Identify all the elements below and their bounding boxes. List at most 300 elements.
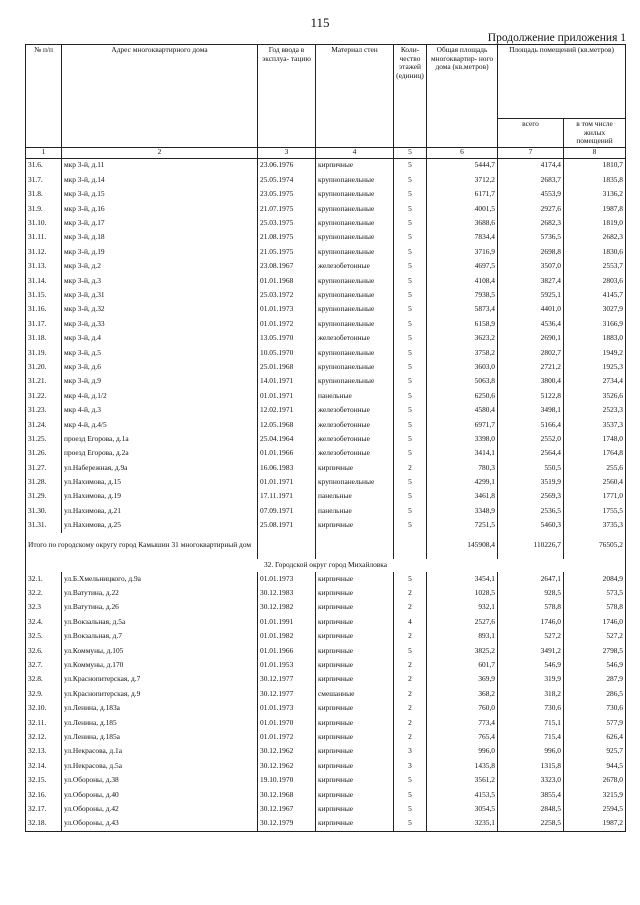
cell-address: мкр 3-й, д.14	[62, 173, 258, 187]
cell-number: 31.13.	[26, 259, 62, 273]
cell-year: 25.04.1964	[258, 432, 316, 446]
cell-living-area: 1987,8	[564, 202, 626, 216]
cell-address: мкр 3-й, д.3	[62, 274, 258, 288]
cell-all-area: 3323,0	[498, 773, 564, 787]
cell-floors: 2	[394, 672, 427, 686]
cell-number: 31.12.	[26, 245, 62, 259]
cell-material: крупнопанельные	[316, 360, 394, 374]
cell-floors: 5	[394, 403, 427, 417]
cell-total-area: 780,3	[427, 461, 498, 475]
cell-year: 01.01.1972	[258, 317, 316, 331]
table-row	[26, 572, 626, 586]
cell-total-area: 1435,8	[427, 759, 498, 773]
cell-all-area: 4174,4	[498, 158, 564, 173]
cell-living-area: 730,6	[564, 701, 626, 715]
cell-living-area: 2084,9	[564, 572, 626, 586]
cell-address: ул.Ленина, д.185	[62, 716, 258, 730]
cell-living-area: 1810,7	[564, 158, 626, 173]
cell-number: 32.12.	[26, 730, 62, 744]
cell-living-area: 3027,9	[564, 302, 626, 316]
cell-number: 32.6.	[26, 644, 62, 658]
cell-floors: 5	[394, 432, 427, 446]
cell-year: 01.01.1973	[258, 302, 316, 316]
cell-total-area: 3603,0	[427, 360, 498, 374]
cell-living-area: 1748,0	[564, 432, 626, 446]
cell-address: ул.Вокзальная, д.5а	[62, 615, 258, 629]
table-row	[26, 788, 626, 802]
cell-number: 32.4.	[26, 615, 62, 629]
cell-living-area: 1746,0	[564, 615, 626, 629]
cell-all-area: 3827,4	[498, 274, 564, 288]
table-row	[26, 586, 626, 600]
cell-all-area: 3498,1	[498, 403, 564, 417]
cell-address: мкр 4-й, д.3	[62, 403, 258, 417]
table-row	[26, 701, 626, 715]
cell-all-area: 5122,8	[498, 389, 564, 403]
cell-number: 31.10.	[26, 216, 62, 230]
cell-material: кирпичные	[316, 615, 394, 629]
cell-all-area: 578,8	[498, 600, 564, 614]
cell-address: мкр 3-й, д.4	[62, 331, 258, 345]
cell-living-area: 1764,8	[564, 446, 626, 460]
cell-material: кирпичные	[316, 672, 394, 686]
cell-all-area: 1746,0	[498, 615, 564, 629]
table-row	[26, 687, 626, 701]
cell-address: ул.Нахимова, д.19	[62, 490, 258, 504]
cell-address: мкр 3-й, д.17	[62, 216, 258, 230]
cell-all-area: 715,1	[498, 716, 564, 730]
cell-material: железобетонные	[316, 403, 394, 417]
column-numbers-row	[26, 147, 626, 158]
cell-number: 31.14.	[26, 274, 62, 288]
cell-address: ул.Ленина, д.185а	[62, 730, 258, 744]
cell-address: ул.Краснопитерская, д.9	[62, 687, 258, 701]
cell-total-area: 4153,5	[427, 788, 498, 802]
cell-floors: 5	[394, 302, 427, 316]
cell-year: 23.05.1975	[258, 187, 316, 201]
cell-floors: 5	[394, 518, 427, 532]
cell-floors: 2	[394, 629, 427, 643]
cell-floors: 5	[394, 446, 427, 460]
table-row	[26, 432, 626, 446]
cell-address: проезд Егорова, д.2а	[62, 446, 258, 460]
cell-floors: 5	[394, 572, 427, 586]
table-row	[26, 490, 626, 504]
cell-number: 32.5.	[26, 629, 62, 643]
cell-all-area: 4536,4	[498, 317, 564, 331]
cell-year: 01.01.1966	[258, 644, 316, 658]
table-row	[26, 629, 626, 643]
cell-number: 31.31.	[26, 518, 62, 532]
cell-number: 31.28.	[26, 475, 62, 489]
table-row	[26, 374, 626, 388]
cell-number: 31.16.	[26, 302, 62, 316]
cell-address: мкр 4-й, д.1/2	[62, 389, 258, 403]
cell-total-area: 3348,9	[427, 504, 498, 518]
cell-year: 23.06.1976	[258, 158, 316, 173]
cell-floors: 5	[394, 202, 427, 216]
cell-total-area: 5444,7	[427, 158, 498, 173]
cell-total-area: 7251,5	[427, 518, 498, 532]
cell-number: 32.18.	[26, 816, 62, 831]
cell-total-area: 3398,0	[427, 432, 498, 446]
cell-address: ул.Коммуны, д.105	[62, 644, 258, 658]
cell-address: ул.Коммуны, д.170	[62, 658, 258, 672]
cell-floors: 5	[394, 374, 427, 388]
cell-all-area: 730,6	[498, 701, 564, 715]
cell-year: 01.01.1973	[258, 572, 316, 586]
cell-all-area: 3519,9	[498, 475, 564, 489]
header-address: Адрес многоквартирного дома	[62, 45, 258, 148]
cell-year: 21.08.1975	[258, 231, 316, 245]
cell-material: крупнопанельные	[316, 302, 394, 316]
cell-floors: 5	[394, 173, 427, 187]
table-row	[26, 658, 626, 672]
total-row	[26, 533, 626, 559]
cell-address: ул.Некрасова, д.1а	[62, 744, 258, 758]
cell-year: 17.11.1971	[258, 490, 316, 504]
cell-material: железобетонные	[316, 418, 394, 432]
table-row	[26, 446, 626, 460]
column-number: 7	[498, 147, 564, 158]
cell-year: 01.01.1991	[258, 615, 316, 629]
section-title: 32. Городской округ город Михайловка	[26, 559, 626, 572]
cell-number: 31.27.	[26, 461, 62, 475]
cell-total-area: 3716,9	[427, 245, 498, 259]
cell-material: крупнопанельные	[316, 216, 394, 230]
cell-all-area: 2927,6	[498, 202, 564, 216]
cell-number: 31.22.	[26, 389, 62, 403]
cell-year: 30.12.1962	[258, 759, 316, 773]
cell-all-area: 3855,4	[498, 788, 564, 802]
cell-total-area: 4001,5	[427, 202, 498, 216]
cell-material: панельные	[316, 490, 394, 504]
cell-all-area: 2721,2	[498, 360, 564, 374]
column-number: 8	[564, 147, 626, 158]
cell-living-area: 1830,6	[564, 245, 626, 259]
cell-year: 10.05.1970	[258, 346, 316, 360]
cell-number: 31.24.	[26, 418, 62, 432]
column-number: 2	[62, 147, 258, 158]
table-body-totals	[26, 533, 626, 572]
cell-all-area: 928,5	[498, 586, 564, 600]
cell-floors: 5	[394, 216, 427, 230]
cell-material: кирпичные	[316, 788, 394, 802]
cell-total-area: 601,7	[427, 658, 498, 672]
header-living-area: в том числе жилых помещений	[564, 119, 626, 148]
cell-year: 01.01.1971	[258, 475, 316, 489]
cell-living-area: 1883,0	[564, 331, 626, 345]
cell-total-area: 773,4	[427, 716, 498, 730]
cell-year: 23.08.1967	[258, 259, 316, 273]
cell-all-area: 715,4	[498, 730, 564, 744]
cell-floors: 5	[394, 317, 427, 331]
cell-total-area: 6971,7	[427, 418, 498, 432]
cell-material: крупнопанельные	[316, 288, 394, 302]
table-body-mikhailovka	[26, 572, 626, 832]
cell-living-area: 3537,3	[564, 418, 626, 432]
table-row	[26, 461, 626, 475]
cell-floors: 5	[394, 418, 427, 432]
cell-year: 14.01.1971	[258, 374, 316, 388]
cell-material: крупнопанельные	[316, 475, 394, 489]
cell-all-area: 5736,5	[498, 231, 564, 245]
cell-material: крупнопанельные	[316, 202, 394, 216]
cell-material: кирпичные	[316, 629, 394, 643]
cell-living-area: 626,4	[564, 730, 626, 744]
cell-material: кирпичные	[316, 658, 394, 672]
cell-total-area: 6158,9	[427, 317, 498, 331]
cell-year: 07.09.1971	[258, 504, 316, 518]
cell-floors: 5	[394, 644, 427, 658]
cell-living-area: 1987,2	[564, 816, 626, 831]
cell-all-area: 546,9	[498, 658, 564, 672]
cell-all-area: 3491,2	[498, 644, 564, 658]
cell-address: мкр 3-й, д.19	[62, 245, 258, 259]
cell-total-area: 3688,6	[427, 216, 498, 230]
table-row	[26, 759, 626, 773]
table-row	[26, 302, 626, 316]
table-row	[26, 475, 626, 489]
page-number: 115	[310, 15, 330, 30]
cell-all-area: 2258,5	[498, 816, 564, 831]
cell-floors: 5	[394, 475, 427, 489]
cell-number: 31.17.	[26, 317, 62, 331]
header-year: Год ввода в эксплуа- тацию	[258, 45, 316, 148]
cell-address: ул.Краснопитерская, д.7	[62, 672, 258, 686]
cell-material: кирпичные	[316, 600, 394, 614]
cell-all-area: 2682,3	[498, 216, 564, 230]
cell-total-area: 4697,5	[427, 259, 498, 273]
cell-material: крупнопанельные	[316, 346, 394, 360]
cell-all-area: 2683,7	[498, 173, 564, 187]
cell-total-area: 368,2	[427, 687, 498, 701]
cell-number: 31.30.	[26, 504, 62, 518]
table-row	[26, 331, 626, 345]
cell-total-area: 7834,4	[427, 231, 498, 245]
cell-material: крупнопанельные	[316, 173, 394, 187]
cell-material: кирпичные	[316, 461, 394, 475]
cell-address: мкр 3-й, д.9	[62, 374, 258, 388]
cell-living-area: 578,8	[564, 600, 626, 614]
cell-total-area: 3414,1	[427, 446, 498, 460]
cell-all-area: 1315,8	[498, 759, 564, 773]
cell-number: 31.21.	[26, 374, 62, 388]
cell-floors: 5	[394, 331, 427, 345]
cell-number: 32.17.	[26, 802, 62, 816]
cell-living-area: 577,9	[564, 716, 626, 730]
cell-address: ул.Ватутина, д.26	[62, 600, 258, 614]
cell-address: ул.Обороны, д.43	[62, 816, 258, 831]
cell-address: мкр 3-й, д.2	[62, 259, 258, 273]
cell-number: 31.20.	[26, 360, 62, 374]
cell-all-area: 2848,5	[498, 802, 564, 816]
cell-all-area: 2564,4	[498, 446, 564, 460]
cell-total-area: 760,0	[427, 701, 498, 715]
table-row	[26, 317, 626, 331]
cell-year: 25.05.1974	[258, 173, 316, 187]
cell-all-area: 4401,0	[498, 302, 564, 316]
cell-total-area: 1028,5	[427, 586, 498, 600]
cell-living-area: 3526,6	[564, 389, 626, 403]
cell-floors: 5	[394, 231, 427, 245]
cell-living-area: 573,5	[564, 586, 626, 600]
total-all-area-value: 110226,7	[498, 533, 564, 559]
table-row	[26, 600, 626, 614]
cell-material: кирпичные	[316, 572, 394, 586]
cell-number: 32.1.	[26, 572, 62, 586]
cell-address: мкр 3-й, д.11	[62, 158, 258, 173]
total-living-area-value: 76505,2	[564, 533, 626, 559]
cell-living-area: 944,5	[564, 759, 626, 773]
table-row	[26, 802, 626, 816]
cell-total-area: 6171,7	[427, 187, 498, 201]
cell-number: 31.6.	[26, 158, 62, 173]
cell-all-area: 2536,5	[498, 504, 564, 518]
cell-floors: 2	[394, 461, 427, 475]
cell-living-area: 2594,5	[564, 802, 626, 816]
cell-total-area: 2527,6	[427, 615, 498, 629]
cell-total-area: 5873,4	[427, 302, 498, 316]
cell-year: 01.01.1971	[258, 389, 316, 403]
cell-address: ул.Вокзальная, д.7	[62, 629, 258, 643]
cell-material: кирпичные	[316, 644, 394, 658]
cell-address: мкр 4-й, д.4/5	[62, 418, 258, 432]
cell-living-area: 2553,7	[564, 259, 626, 273]
cell-total-area: 3235,1	[427, 816, 498, 831]
cell-material: кирпичные	[316, 586, 394, 600]
housing-table	[25, 44, 626, 832]
cell-year: 01.01.1966	[258, 446, 316, 460]
cell-number: 31.7.	[26, 173, 62, 187]
cell-address: проезд Егорова, д.1а	[62, 432, 258, 446]
cell-year: 13.05.1970	[258, 331, 316, 345]
cell-all-area: 5166,4	[498, 418, 564, 432]
table-row	[26, 816, 626, 831]
cell-year: 01.01.1953	[258, 658, 316, 672]
cell-living-area: 1755,5	[564, 504, 626, 518]
cell-year: 30.12.1979	[258, 816, 316, 831]
cell-year: 25.03.1972	[258, 288, 316, 302]
cell-total-area: 3054,5	[427, 802, 498, 816]
cell-total-area: 765,4	[427, 730, 498, 744]
cell-number: 32.13.	[26, 744, 62, 758]
cell-material: железобетонные	[316, 432, 394, 446]
cell-total-area: 6250,6	[427, 389, 498, 403]
cell-material: крупнопанельные	[316, 274, 394, 288]
cell-floors: 5	[394, 158, 427, 173]
column-number: 4	[316, 147, 394, 158]
cell-number: 32.8.	[26, 672, 62, 686]
cell-floors: 5	[394, 360, 427, 374]
cell-total-area: 4108,4	[427, 274, 498, 288]
header-floors: Коли- чество этажей (единиц)	[394, 45, 427, 148]
cell-total-area: 3712,2	[427, 173, 498, 187]
total-area-value: 145908,4	[427, 533, 498, 559]
cell-number: 32.7.	[26, 658, 62, 672]
cell-floors: 5	[394, 288, 427, 302]
cell-living-area: 3166,9	[564, 317, 626, 331]
cell-address: ул.Обороны, д.38	[62, 773, 258, 787]
cell-floors: 5	[394, 346, 427, 360]
cell-number: 32.3	[26, 600, 62, 614]
cell-total-area: 369,9	[427, 672, 498, 686]
header-number: № п/п	[26, 45, 62, 148]
cell-year: 01.01.1973	[258, 701, 316, 715]
cell-number: 32.14.	[26, 759, 62, 773]
cell-all-area: 550,5	[498, 461, 564, 475]
cell-floors: 5	[394, 245, 427, 259]
cell-total-area: 7938,5	[427, 288, 498, 302]
cell-living-area: 2803,6	[564, 274, 626, 288]
cell-total-area: 5063,8	[427, 374, 498, 388]
cell-year: 25.03.1975	[258, 216, 316, 230]
cell-number: 31.8.	[26, 187, 62, 201]
cell-living-area: 1771,0	[564, 490, 626, 504]
cell-number: 31.15.	[26, 288, 62, 302]
table-row	[26, 730, 626, 744]
cell-floors: 5	[394, 187, 427, 201]
cell-floors: 2	[394, 716, 427, 730]
cell-year: 30.12.1982	[258, 600, 316, 614]
cell-floors: 5	[394, 773, 427, 787]
cell-material: железобетонные	[316, 259, 394, 273]
table-row	[26, 716, 626, 730]
cell-year: 25.08.1971	[258, 518, 316, 532]
cell-year: 01.01.1970	[258, 716, 316, 730]
cell-number: 31.25.	[26, 432, 62, 446]
cell-all-area: 996,0	[498, 744, 564, 758]
cell-material: железобетонные	[316, 446, 394, 460]
table-row	[26, 773, 626, 787]
cell-floors: 5	[394, 788, 427, 802]
table-row	[26, 615, 626, 629]
cell-address: ул.Обороны, д.42	[62, 802, 258, 816]
cell-floors: 5	[394, 802, 427, 816]
cell-address: ул.Нахимова, д.21	[62, 504, 258, 518]
cell-total-area: 996,0	[427, 744, 498, 758]
cell-floors: 2	[394, 687, 427, 701]
cell-living-area: 287,9	[564, 672, 626, 686]
cell-living-area: 1949,2	[564, 346, 626, 360]
cell-total-area: 3825,2	[427, 644, 498, 658]
cell-living-area: 925,7	[564, 744, 626, 758]
cell-total-area: 932,1	[427, 600, 498, 614]
cell-year: 30.12.1983	[258, 586, 316, 600]
cell-year: 01.01.1968	[258, 274, 316, 288]
cell-material: кирпичные	[316, 759, 394, 773]
table-row	[26, 504, 626, 518]
total-label: Итого по городскому округу город Камышин 31 многоквартирный дом	[26, 533, 258, 559]
cell-material: кирпичные	[316, 701, 394, 715]
cell-number: 32.2.	[26, 586, 62, 600]
table-row	[26, 187, 626, 201]
cell-year: 30.12.1977	[258, 672, 316, 686]
cell-floors: 2	[394, 586, 427, 600]
cell-year: 21.05.1975	[258, 245, 316, 259]
table-row	[26, 389, 626, 403]
cell-number: 32.16.	[26, 788, 62, 802]
cell-floors: 4	[394, 615, 427, 629]
cell-number: 32.11.	[26, 716, 62, 730]
cell-floors: 2	[394, 658, 427, 672]
cell-total-area: 3623,2	[427, 331, 498, 345]
cell-year: 12.05.1968	[258, 418, 316, 432]
cell-all-area: 3507,0	[498, 259, 564, 273]
table-row	[26, 259, 626, 273]
table-row	[26, 346, 626, 360]
cell-number: 31.23.	[26, 403, 62, 417]
